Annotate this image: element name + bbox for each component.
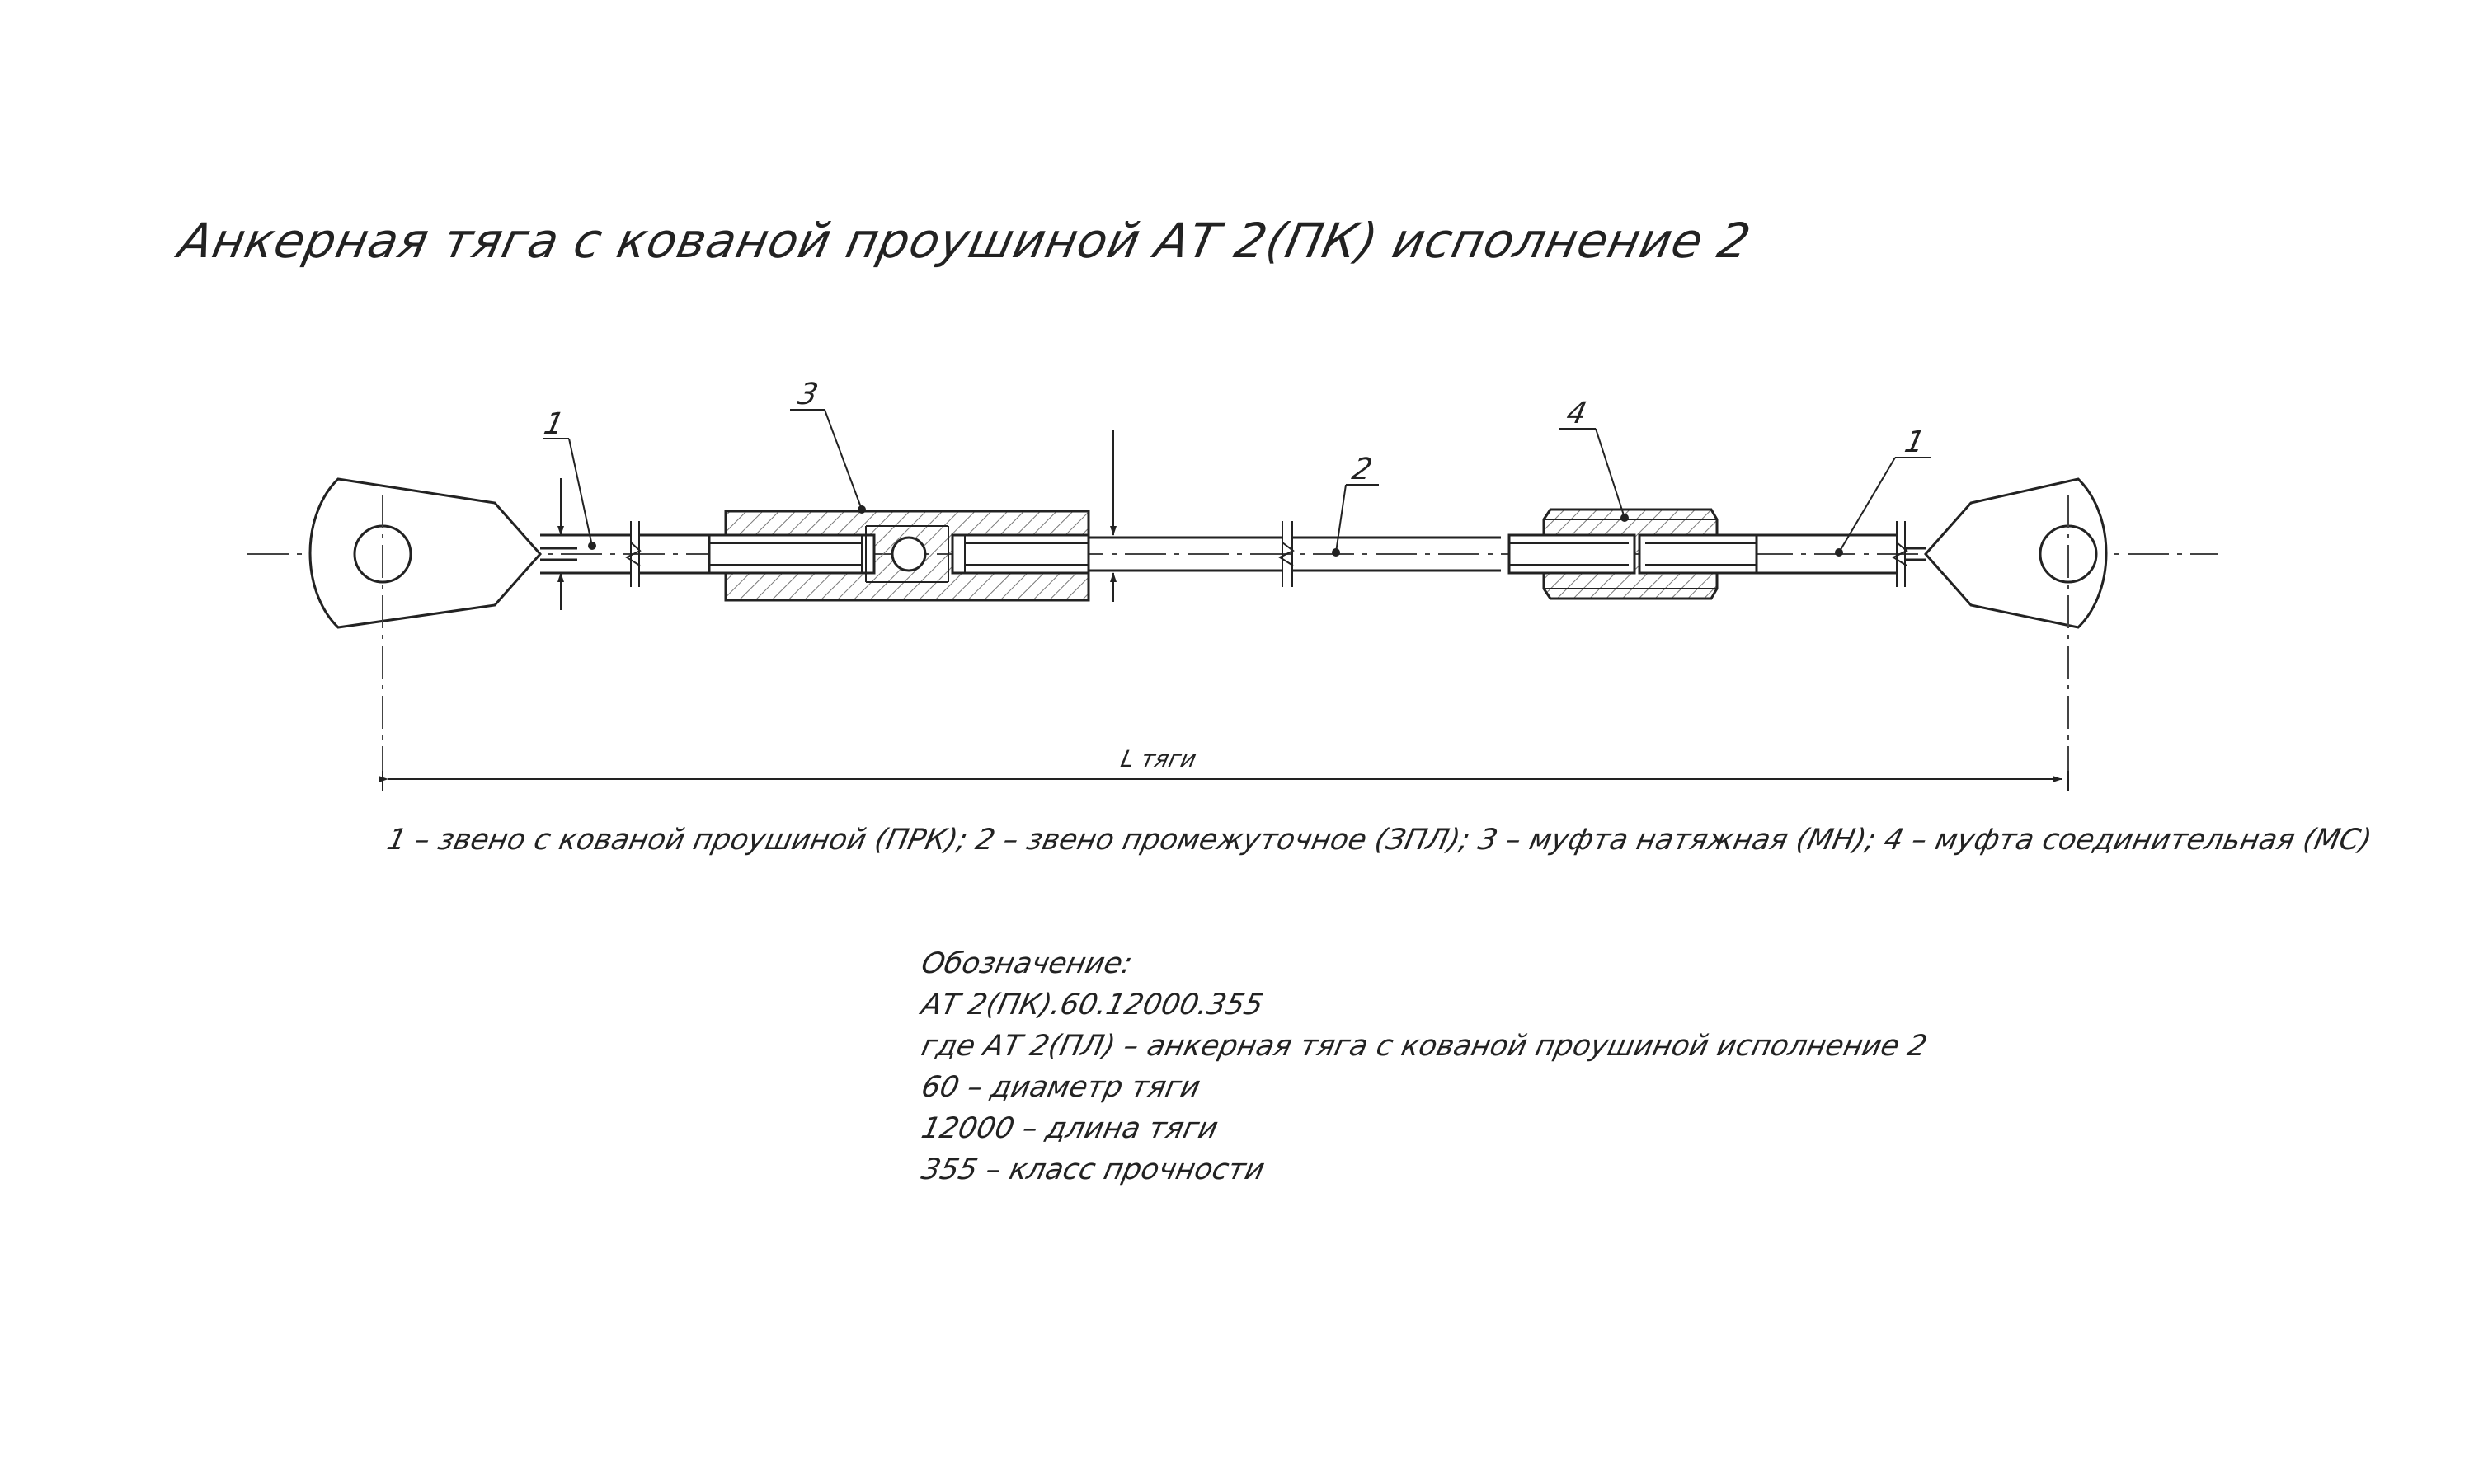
designation-line: 60 – диаметр тяги bbox=[918, 1070, 1204, 1104]
left-forged-eye bbox=[310, 479, 577, 627]
callout-left-link: 1 bbox=[541, 406, 567, 441]
connecting-coupling bbox=[1509, 510, 1757, 599]
callout-right-link: 1 bbox=[1902, 424, 1928, 459]
designation-line: 12000 – длина тяги bbox=[918, 1111, 1221, 1145]
designation-line: 355 – класс прочности bbox=[918, 1153, 1268, 1186]
length-dimension bbox=[383, 771, 2068, 791]
length-dimension-label: L тяги bbox=[1118, 745, 1199, 773]
right-forged-eye bbox=[1926, 479, 2106, 627]
parts-legend: 1 – звено с кованой проушиной (ПРК); 2 – звено промежуточное (ЗПЛ); 3 – муфта натяжная (МН); 4 – муфта соединительная (МС) bbox=[383, 823, 2375, 857]
designation-line: где АТ 2(ПЛ) – анкерная тяга с кованой проушиной исполнение 2 bbox=[918, 1029, 1931, 1063]
callout-intermediate-link: 2 bbox=[1349, 451, 1376, 486]
designation-heading: Обозначение: bbox=[918, 946, 1136, 980]
diameter-dimension bbox=[540, 478, 569, 610]
designation-code: АТ 2(ПК).60.12000.355 bbox=[918, 988, 1267, 1021]
callout-connecting-coupling: 4 bbox=[1564, 395, 1590, 430]
drawing-title: Анкерная тяга с кованой проушиной АТ 2(ПК) исполнение 2 bbox=[173, 213, 1757, 269]
callout-tension-coupling: 3 bbox=[795, 376, 821, 411]
tension-coupling bbox=[709, 511, 1089, 600]
designation-block bbox=[917, 946, 1931, 1186]
